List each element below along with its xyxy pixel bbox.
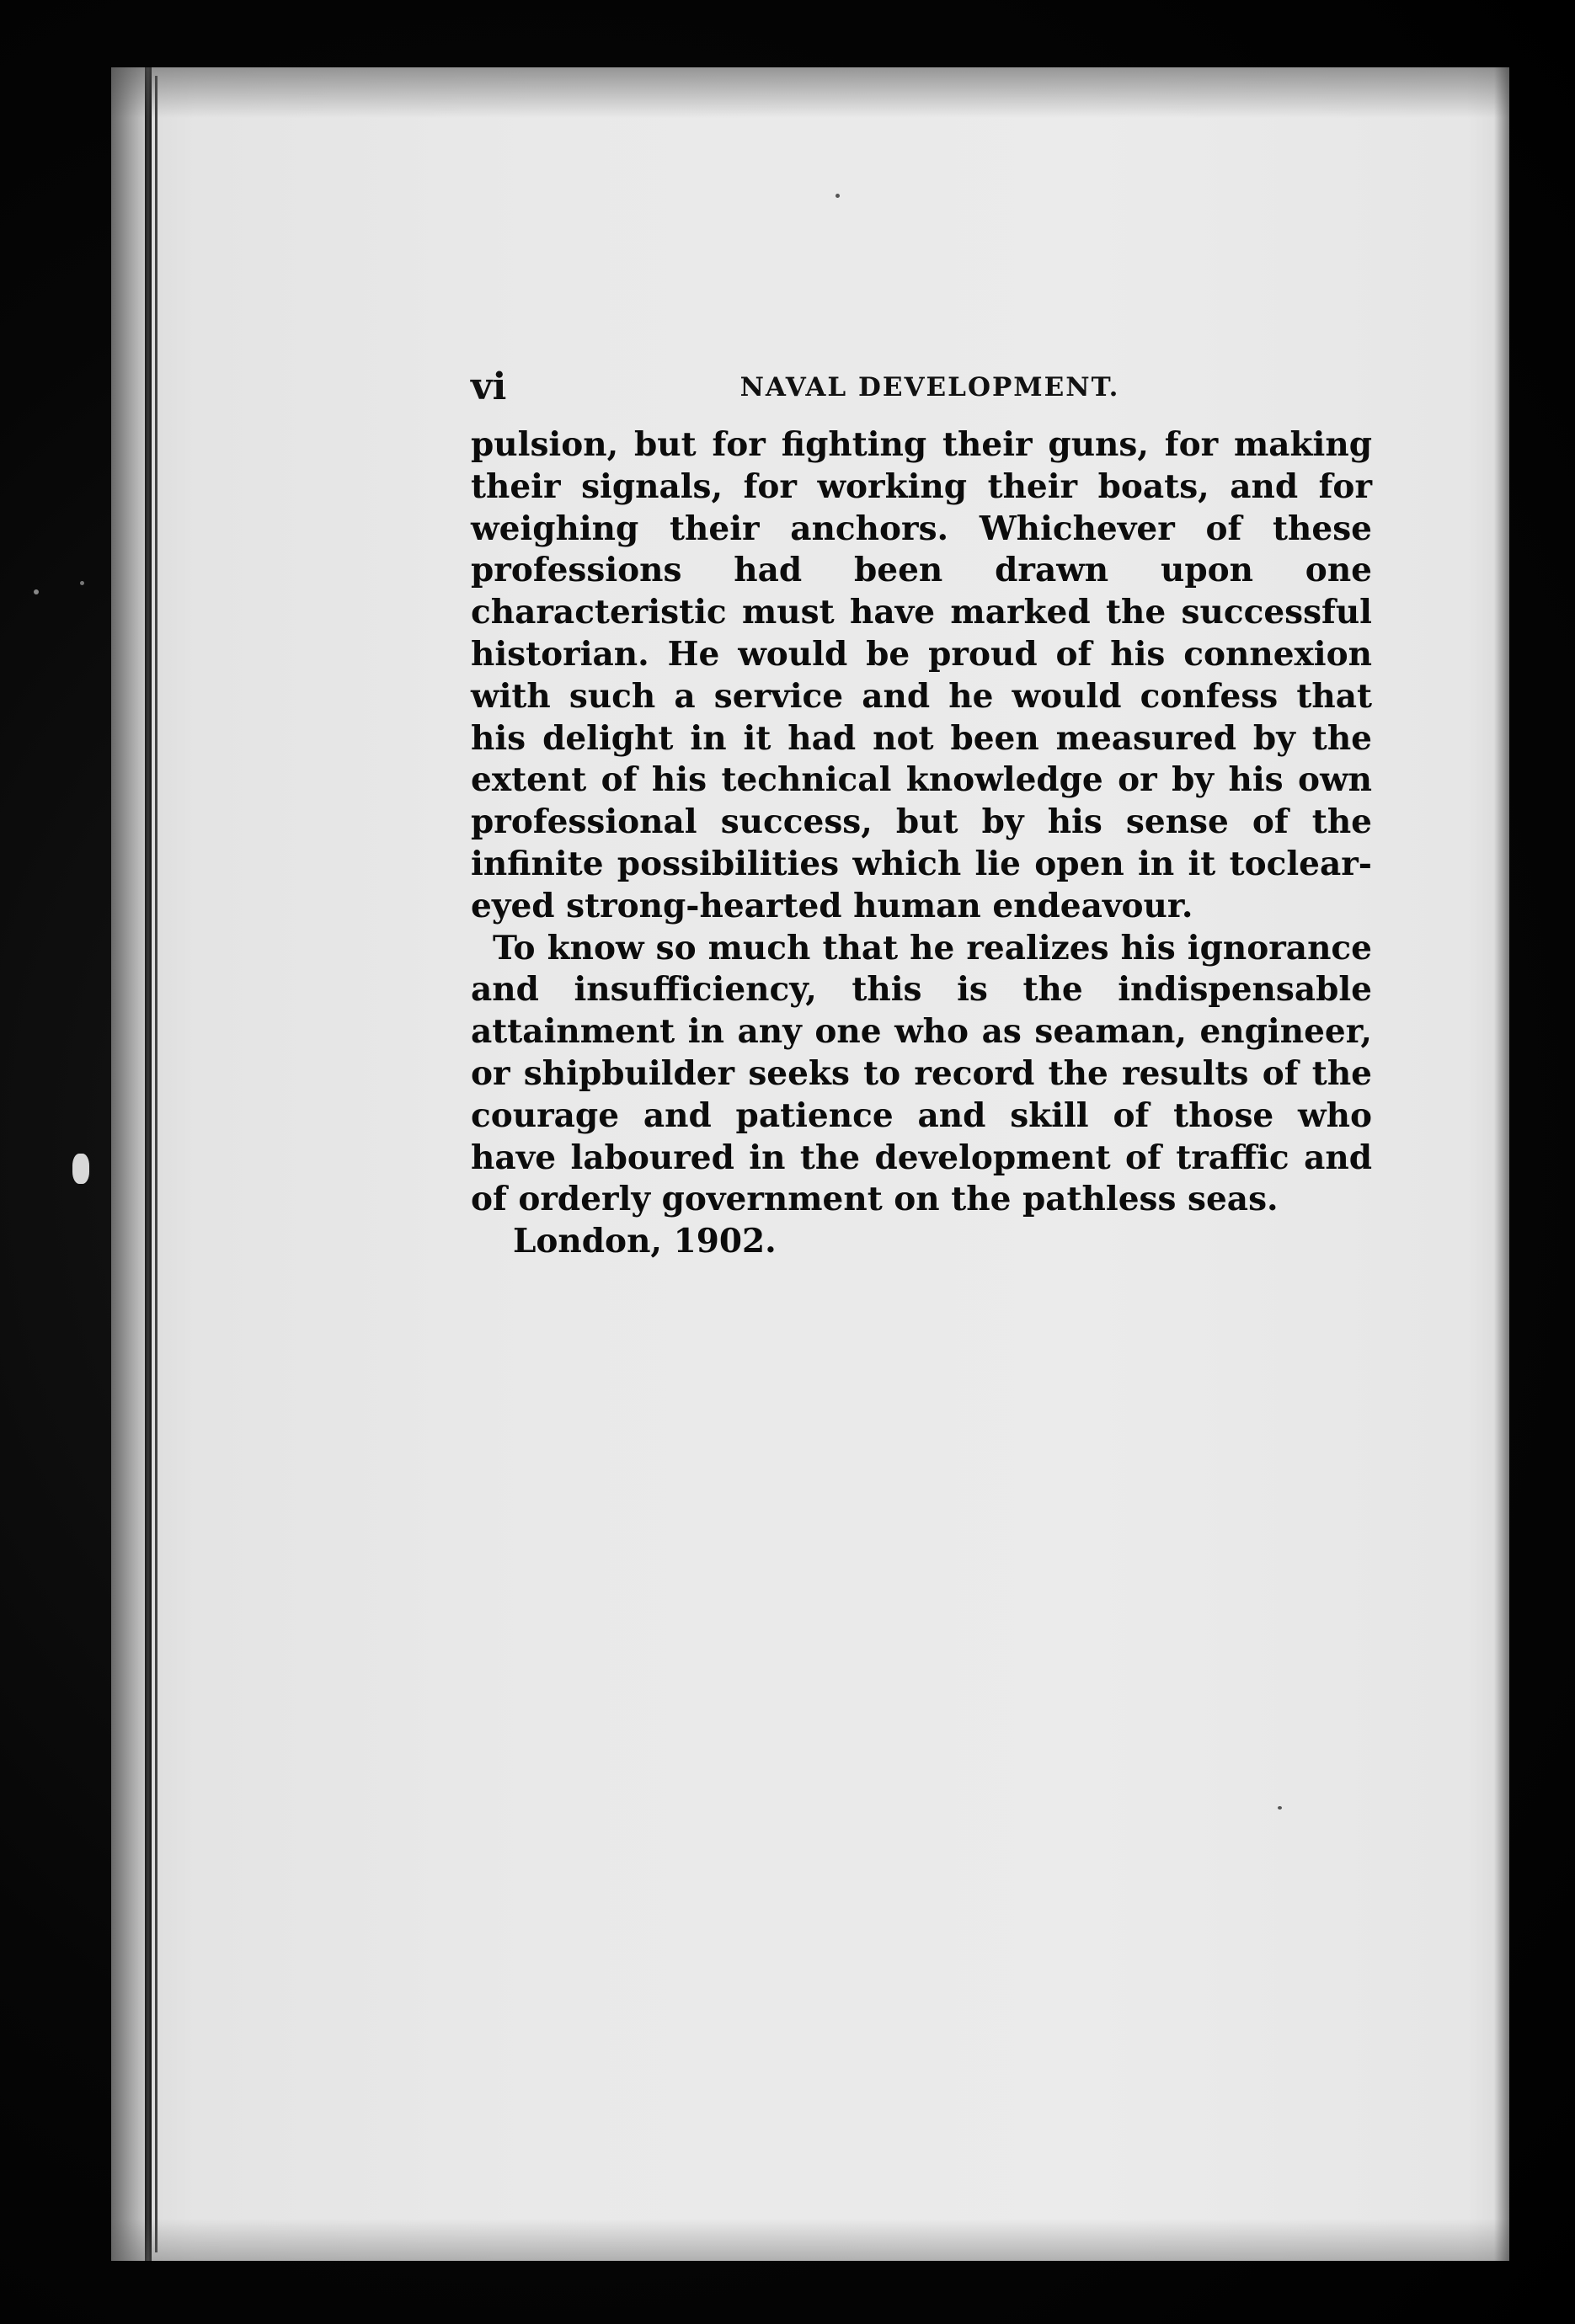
page-content	[471, 362, 1372, 1263]
paragraph: pulsion, but for fighting their guns, for making their signals, for working their boats, and for weighing their anchors. Whichever of these professions had been drawn upon one characteristic must have marked the successful historian. He would be proud of his connexion with such a service and he would confess that his delight in it had not been measured by the extent of his technical knowledge or by his own professional success, but by his sense of the infinite possibilities which lie open in it toclear-eyed strong-hearted human endeavour.	[471, 425, 1372, 925]
binding-rule	[155, 76, 158, 2252]
scan-artifact	[80, 581, 84, 585]
page-number: vi	[471, 365, 507, 408]
ink-speck	[1278, 1806, 1282, 1810]
running-head	[471, 362, 1372, 413]
page-binding-edge	[111, 67, 145, 2261]
scan-artifact	[72, 1154, 89, 1184]
signoff: London, 1902.	[513, 1222, 777, 1261]
page-shadow	[111, 2219, 1509, 2261]
body-text	[471, 424, 1372, 1263]
scan-artifact	[34, 589, 39, 594]
running-head-title: NAVAL DEVELOPMENT.	[739, 372, 1120, 402]
paragraph: To know so much that he realizes his ignorance and insufficiency, this is the indispensable attainment in any one who as seaman, engineer, or shipbuilder seeks to record the results of the courage and patience and skill of those who have laboured in the development of traffic and of orderly government on the pathless seas.	[471, 928, 1372, 1219]
page-shadow	[111, 67, 1509, 118]
binding-rule	[145, 67, 152, 2261]
page-edge	[1494, 67, 1509, 2261]
ink-speck	[836, 194, 840, 198]
